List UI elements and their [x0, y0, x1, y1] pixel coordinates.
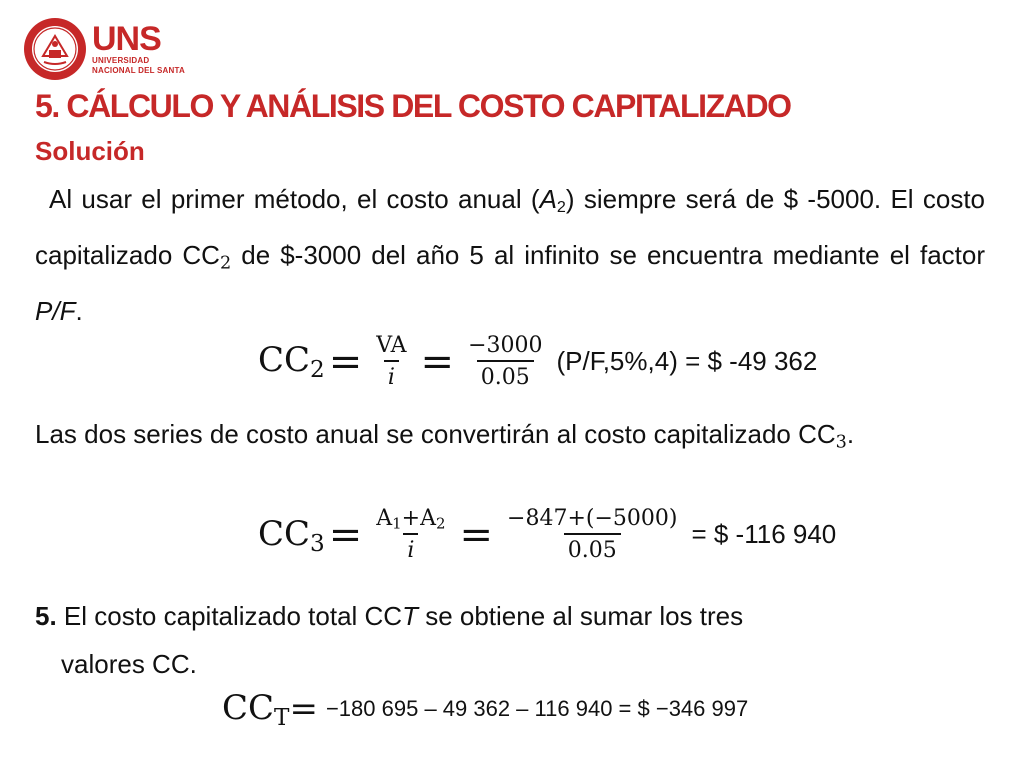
slide-title: 5. CÁLCULO Y ANÁLISIS DEL COSTO CAPITALIZADO: [35, 88, 791, 124]
p3-text-b: se obtiene al sumar los tres: [417, 601, 744, 631]
p1-sub-a: 2: [556, 198, 566, 217]
eq2-frac1-denominator: 𝑖: [403, 533, 418, 565]
eq2-result: = $ -116 940: [691, 519, 837, 550]
p1-text-d: .: [75, 296, 83, 327]
p3-step-number: 5.: [35, 601, 57, 631]
eq2-fraction-value: [503, 505, 681, 564]
equation-cc2: [258, 332, 817, 391]
paragraph-two-series: [35, 410, 985, 466]
p3-text-c: valores CC.: [61, 649, 197, 679]
p1-text-a: Al usar el primer método, el costo anual (: [49, 184, 540, 214]
paragraph-total: [35, 592, 985, 688]
p1-var-c: P/F: [35, 296, 76, 327]
logo-name: UNS: [92, 20, 161, 58]
eq3-lhs-sub: T: [274, 704, 290, 731]
logo-line-2: NACIONAL DEL SANTA: [92, 66, 185, 75]
eq1-fraction-value: [464, 332, 546, 391]
eq2-equals-b: =: [459, 511, 494, 558]
eq1-frac2-denominator: 0.05: [477, 360, 534, 392]
eq3-equals: =: [289, 689, 318, 730]
p1-sub-b: 2: [219, 253, 232, 274]
logo-wordmark: [92, 22, 185, 76]
equation-cct: [222, 688, 748, 731]
eq1-lhs: [258, 340, 325, 383]
eq1-lhs-sub: 2: [310, 356, 325, 383]
eq1-result: (P/F,5%,4) = $ -49 362: [556, 346, 818, 376]
p1-var-a: A: [539, 184, 557, 214]
eq1-equals-a: =: [328, 338, 363, 385]
university-seal-logo: [22, 16, 88, 82]
paragraph-first-method: [35, 175, 985, 335]
eq2-frac1-num-plus: +A: [401, 506, 436, 531]
eq3-lhs-base: CC: [222, 688, 275, 728]
p3-text-a: El costo capitalizado total CC: [56, 601, 403, 631]
eq2-fraction-a1-a2-i: [372, 505, 449, 565]
eq2-frac1-num-a: A: [376, 506, 393, 531]
p1-text-c: de $-3000 del año 5 al infinito se encuentra mediante el factor: [231, 240, 986, 271]
eq2-frac2-numerator: −847+(−5000): [507, 506, 678, 532]
eq2-equals-a: =: [328, 511, 363, 558]
eq2-frac1-numerator: [372, 505, 449, 533]
eq1-frac2-numerator: −3000: [468, 333, 543, 358]
eq1-equals-b: =: [420, 338, 455, 385]
eq2-frac1-num-a-sub: 1: [392, 514, 402, 533]
eq3-lhs: [222, 688, 289, 731]
eq3-result: −180 695 – 49 362 – 116 940 = $ −346 997: [325, 696, 749, 722]
eq1-frac1-numerator: VA: [376, 333, 407, 358]
eq2-frac2-denominator: 0.05: [564, 533, 621, 565]
p2-text-a: Las dos series de costo anual se convertirán al costo capitalizado CC: [35, 419, 836, 449]
eq1-frac1-denominator: 𝑖: [384, 360, 399, 392]
eq2-lhs-sub: 3: [310, 530, 325, 557]
p3-var-a: T: [402, 601, 418, 631]
eq2-lhs-base: CC: [258, 513, 311, 554]
eq2-frac1-num-b-sub: 2: [435, 514, 446, 533]
p2-sub-a: 3: [835, 432, 847, 453]
p2-text-b: .: [846, 419, 855, 449]
equation-cc3: [258, 505, 836, 565]
eq1-lhs-base: CC: [258, 340, 311, 381]
p1-text-b: ) siempre será de $ -5000. El costo capitalizado CC: [35, 184, 986, 271]
eq1-fraction-va-i: [372, 332, 410, 391]
logo-line-1: UNIVERSIDAD: [92, 56, 150, 65]
eq2-lhs: [258, 514, 325, 557]
slide-subtitle: Solución: [35, 136, 145, 166]
